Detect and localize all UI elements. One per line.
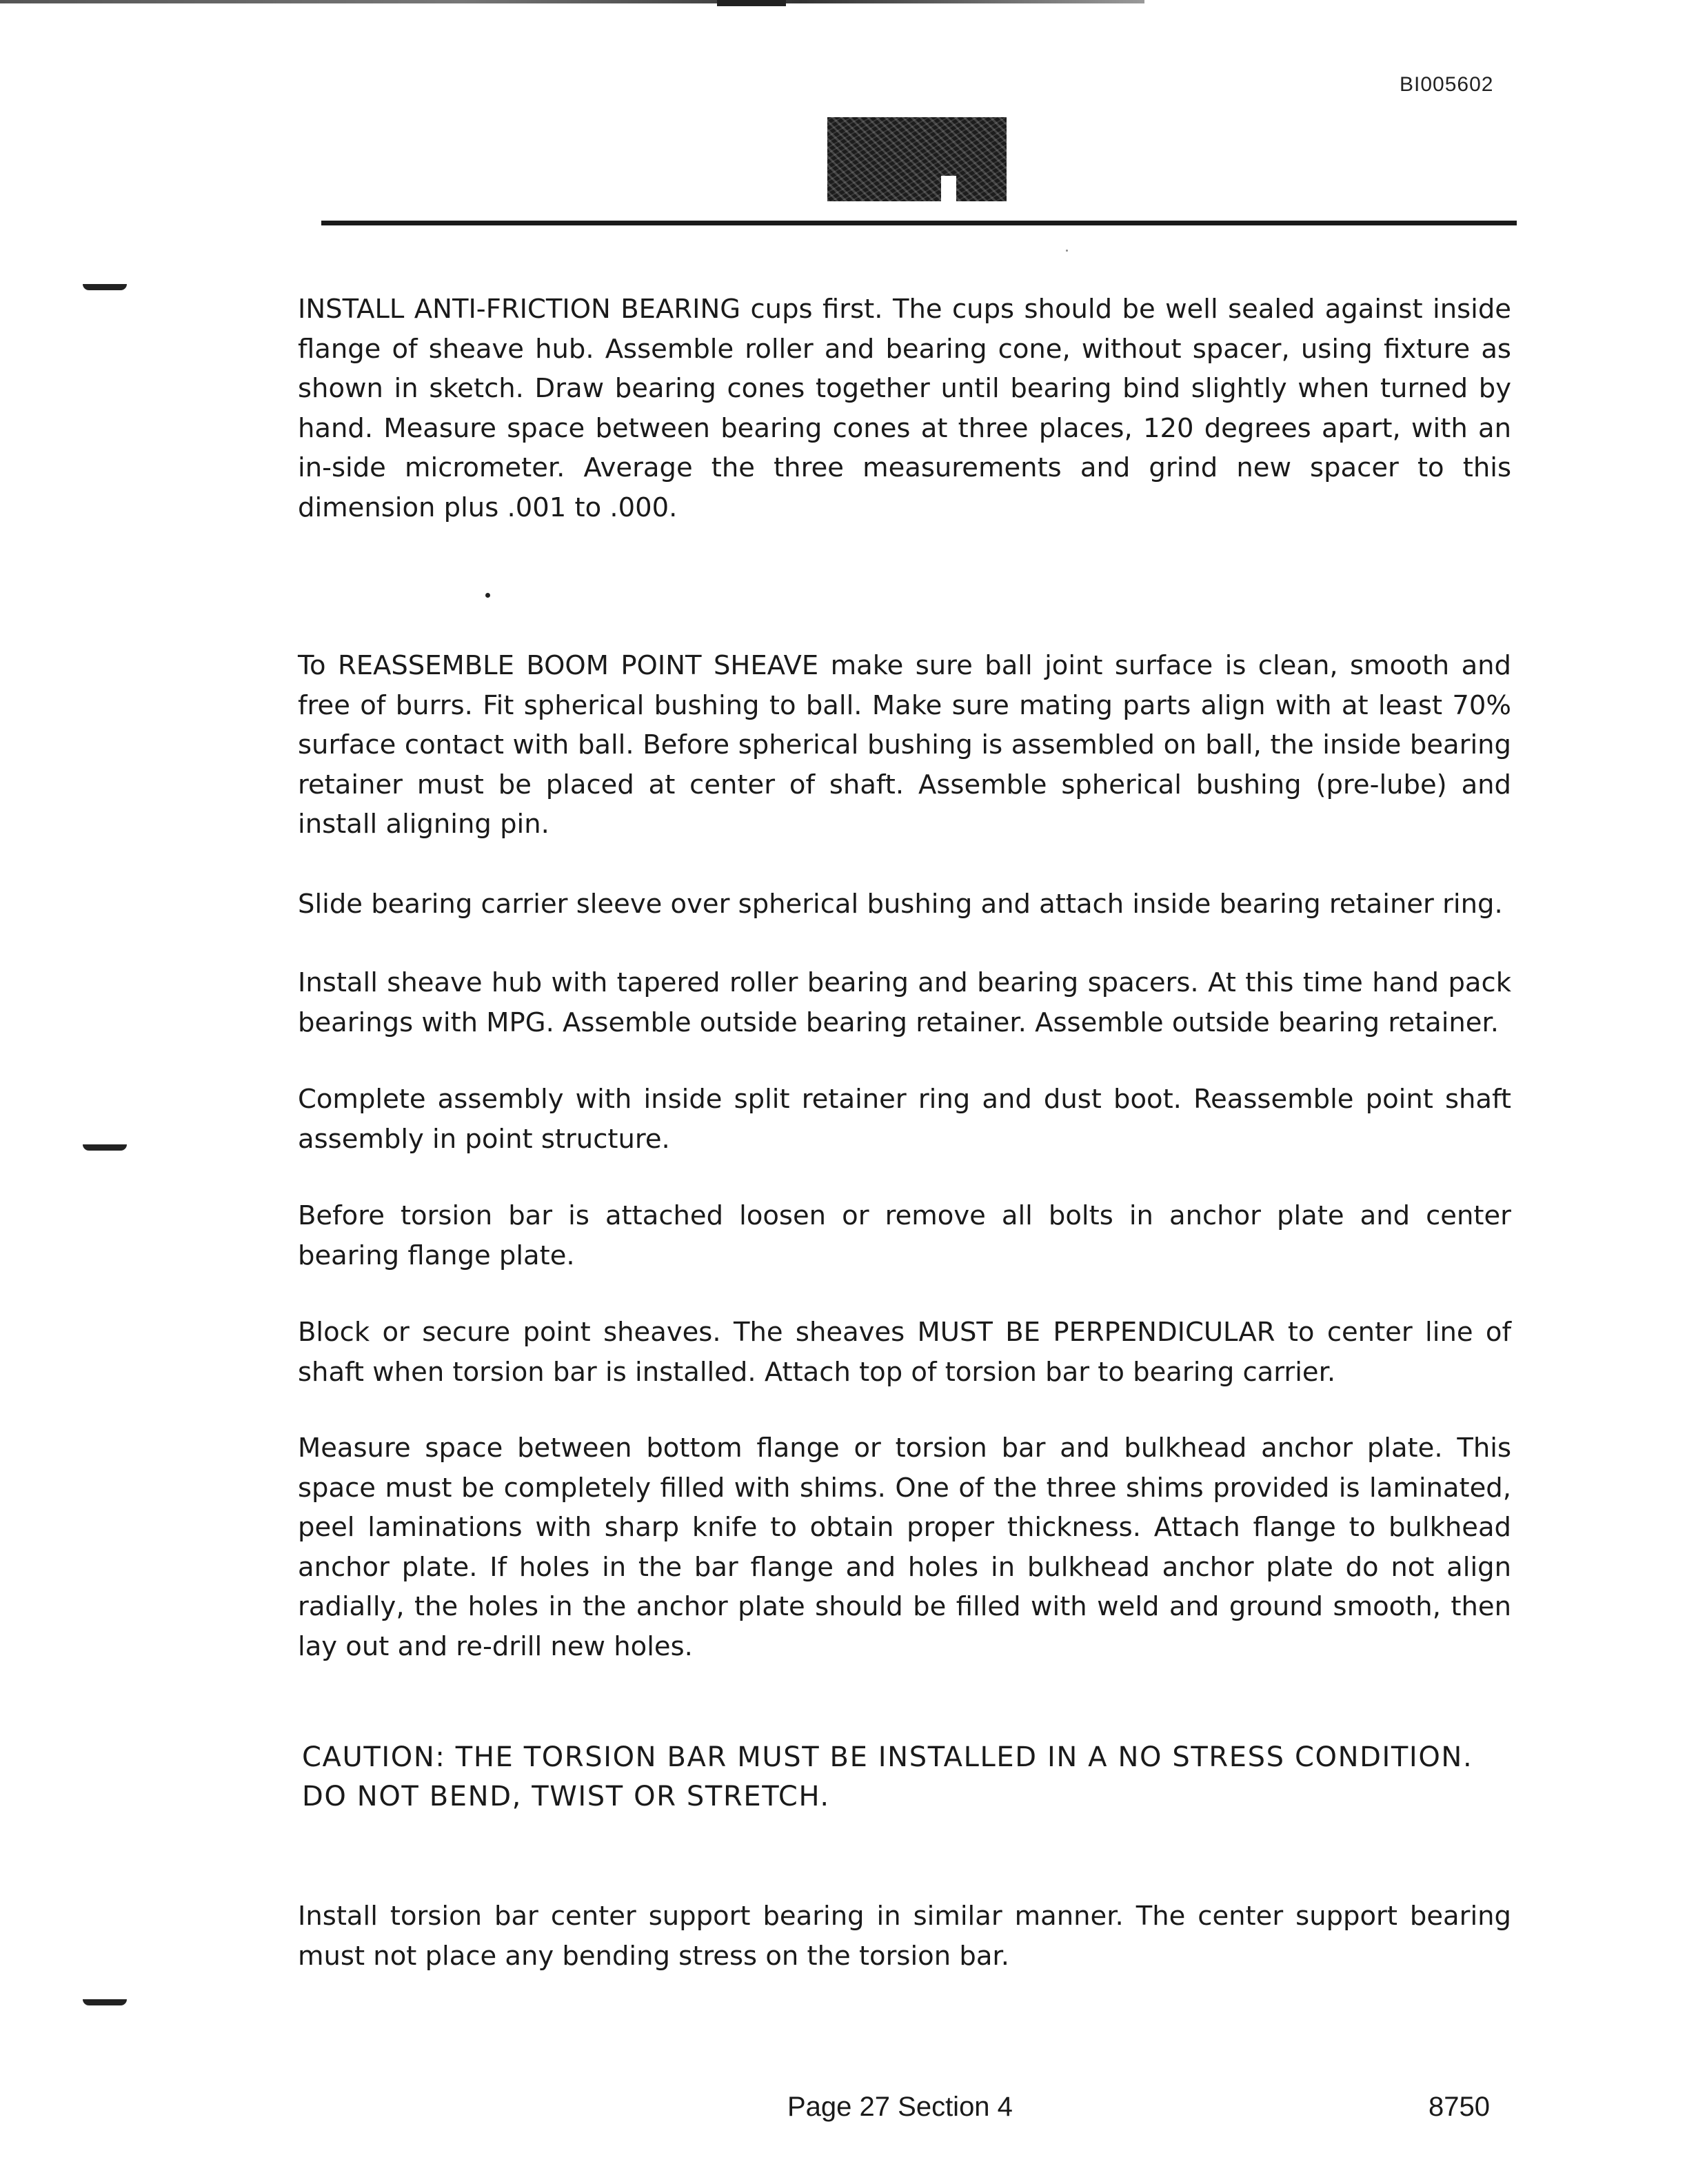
binding-hole-mark-bottom (83, 1999, 127, 2005)
page-number: Page 27 Section 4 (787, 2092, 1013, 2122)
header-rule (321, 221, 1517, 225)
paragraph-torsion-bar-prep: Before torsion bar is attached loosen or remove all bolts in anchor plate and center bearing flange plate. (298, 1200, 1511, 1271)
top-scan-rule (0, 0, 1144, 3)
paragraph-reassemble-sheave: To REASSEMBLE BOOM POINT SHEAVE make sure ball joint surface is clean, smooth and free of burrs. Fit spherical bushing to ball. Make sure mating parts align with at least 70% surface contact with ball. Before spherical bushing is assembled on ball, the inside bearing retainer must be placed at center of shaft. Assemble spherical bushing (pre-lube) and install aligning pin. (298, 650, 1511, 840)
caution-notice: CAUTION: THE TORSION BAR MUST BE INSTALLED IN A NO STRESS CONDITION. DO NOT BEND, TWIST OR STRETCH. (302, 1741, 1473, 1812)
paragraph-block-sheaves: Block or secure point sheaves. The sheaves MUST BE PERPENDICULAR to center line of shaft when torsion bar is installed. Attach top of torsion bar to bearing carrier. (298, 1317, 1511, 1388)
company-logo (827, 117, 1007, 201)
paragraph-complete-assembly: Complete assembly with inside split retainer ring and dust boot. Reassemble point shaft assembly in point structure. (298, 1084, 1511, 1155)
paragraph-center-support: Install torsion bar center support bearing in similar manner. The center support bearing must not place any bending stress on the torsion bar. (298, 1901, 1511, 1972)
logo-notch (941, 176, 956, 201)
top-scan-rule-mark (717, 0, 786, 6)
paragraph-install-bearing: INSTALL ANTI-FRICTION BEARING cups first. The cups should be well sealed against inside flange of sheave hub. Assemble roller and bearing cone, without spacer, using fixture as shown in sketch. Draw bearing cones together until bearing bind slightly when turned by hand. Measure space between bearing cones at three places, 120 degrees apart, with an in-side micrometer. Average the three measurements and grind new spacer to this dimension plus .001 to .000. (298, 294, 1511, 523)
paragraph-install-hub: Install sheave hub with tapered roller bearing and bearing spacers. At this time hand pack bearings with MPG. Assemble outside bearing retainer. Assemble outside bearing retainer. (298, 967, 1511, 1038)
document-id: BI005602 (1400, 73, 1494, 96)
paragraph-measure-space: Measure space between bottom flange or torsion bar and bulkhead anchor plate. This space must be completely filled with shims. One of the three shims provided is laminated, peel laminations with sharp knife to obtain proper thickness. Attach flange to bulkhead anchor plate. If holes in the bar flange and holes in bulkhead anchor plate do not align radially, the holes in the anchor plate should be filled with weld and ground smooth, then lay out and re-drill new holes. (298, 1433, 1511, 1662)
binding-hole-mark-middle (83, 1144, 127, 1151)
stray-dot (485, 593, 490, 598)
document-number: 8750 (1429, 2092, 1490, 2122)
stray-speck (1066, 250, 1068, 252)
binding-hole-mark-top (83, 284, 127, 290)
paragraph-slide-carrier: Slide bearing carrier sleeve over spherical bushing and attach inside bearing retainer ring. (298, 889, 1503, 920)
